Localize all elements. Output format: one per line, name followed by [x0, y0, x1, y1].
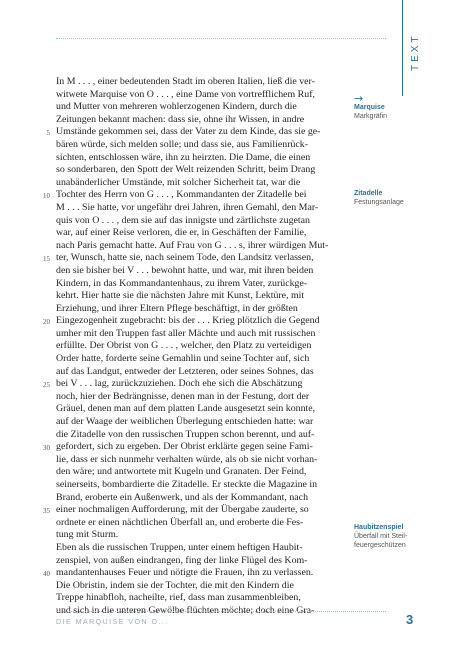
margin-note-gloss: Festungsanlage	[354, 199, 404, 206]
text-line: Eingezogenheit zugebracht: bis der . . . Krieg plötzlich die Gegend	[56, 315, 320, 327]
text-line: kehrt. Hier hatte sie die nächsten Jahre mit Kunst, Lektüre, mit	[56, 290, 305, 302]
line-number: 30	[43, 444, 50, 453]
margin-note-gloss: Markgräfin	[354, 113, 388, 120]
text-line: Umstände gekommen sei, dass der Vater zu dem Kinde, das sie ge-	[56, 126, 321, 138]
text-line: gefordert, sich zu ergeben. Der Obrist erklärte gegen seine Fami-	[56, 441, 313, 453]
text-line: ordnete er einen nächtlichen Überfall an, und eroberte die Fes-	[56, 516, 304, 528]
text-line: so sonderbaren, den Spott der Welt reizenden Schritt, beim Drang	[56, 164, 316, 176]
text-line: umher mit den Truppen fast aller Mächte und auch mit russischen	[56, 327, 316, 339]
text-line: ter, Wunsch, hatte sie, nach seinem Tode, den Landsitz verlassen,	[56, 252, 314, 264]
text-line: In M . . . , einer bedeutenden Stadt im oberen Italien, ließ die ver-	[56, 76, 315, 87]
text-line: Eben als die russischen Truppen, unter einem heftigen Haubit-	[56, 541, 303, 553]
text-line: erfüllte. Der Obrist von G . . . , welcher, den Platz zu verteidigen	[56, 340, 312, 352]
margin-note-haubitzenspiel	[354, 523, 444, 550]
text-line: und sich in die unteren Gewölbe flüchten möchte; doch eine Gra-	[56, 604, 315, 616]
text-line: und Mutter von mehreren wohlerzogenen Kindern, durch die	[56, 101, 297, 113]
line-number: 5	[46, 129, 50, 138]
text-line: bären würde, sich melden solle; und dass sie, aus Familienrück-	[56, 138, 309, 150]
line-number: 10	[43, 192, 50, 201]
text-line: Treppe hinabfloh, nacheilte, rief, dass man zusammenbleiben,	[56, 592, 301, 604]
margin-note-marquise	[354, 103, 444, 121]
margin-note-term: Zitadelle	[354, 190, 383, 197]
line-number: 15	[43, 255, 50, 264]
text-line: Zeitungen bekannt machen: dass sie, ohne ihr Wissen, in andre	[56, 113, 305, 125]
text-line: die Zitadelle von den russischen Truppen schon berennt, und auf-	[56, 428, 315, 440]
line-number: 35	[43, 507, 50, 516]
margin-note-term: Haubitzenspiel	[354, 524, 404, 531]
text-line: witwete Marquise von O . . . , eine Dame von vortrefflichem Ruf,	[56, 88, 315, 100]
text-line: den wäre; und antwortete mit Kugeln und Granaten. Der Feind,	[56, 466, 307, 478]
text-line: noch, hier der Bedrängnisse, denen man in der Festung, dort der	[56, 390, 310, 402]
text-line: Brand, eroberte ein Außenwerk, und als der Kommandant, nach	[56, 491, 309, 503]
text-line: sichten, entschlossen wäre, ihn zu heirzten. Die Dame, die einen	[56, 151, 311, 163]
text-line: seinerseits, bombardierte die Zitadelle. Er steckte die Magazine in	[56, 479, 318, 490]
text-line: zenspiel, von außen eindrangen, fing der linke Flügel des Kom-	[56, 554, 308, 566]
text-line: einer nochmaligen Aufforderung, mit der Übergabe zauderte, so	[56, 504, 309, 516]
margin-note-gloss: Überfall mit Steil-feuergeschützen	[354, 533, 408, 549]
text-line: quis von O . . . , dem sie auf das innigste und zärtlichste zugetan	[56, 214, 310, 226]
tab-marker-line	[402, 0, 403, 96]
text-line: M . . . Sie hatte, vor ungefähr drei Jahren, ihren Gemahl, den Mar-	[56, 201, 319, 213]
text-line: nach Paris gemacht hatte. Auf Frau von G . . . s, ihrer würdigen Mut-	[56, 239, 329, 251]
margin-note-term: Marquise	[354, 104, 385, 111]
text-line: Order hatte, forderte seine Gemahlin und seine Tochter auf, sich	[56, 353, 310, 365]
text-line: den sie bisher bei V . . . bewohnt hatte, und war, mit ihren beiden	[56, 264, 314, 276]
top-divider	[56, 38, 386, 39]
text-line: war, auf einer Reise verloren, die er, in Geschäften der Familie,	[56, 227, 307, 239]
text-line: Kindern, in das Kommandantenhaus, zu ihrem Vater, zurückge-	[56, 277, 308, 289]
line-number: 25	[43, 381, 50, 390]
running-footer-title: DIE MARQUISE VON O...	[56, 619, 169, 626]
text-line: Erziehung, und ihrer Eltern Pflege beschäftigt, in der größten	[56, 302, 298, 314]
body-text	[56, 76, 334, 618]
margin-note-zitadelle	[354, 189, 444, 207]
text-line: Gräuel, denen man auf dem platten Lande ausgesetzt sein konnte,	[56, 403, 316, 415]
text-line: tung mit Sturm.	[56, 529, 119, 541]
line-number: 20	[43, 318, 50, 327]
text-line: auf das Landgut, entweder der Letzteren, oder seines Sohnes, das	[56, 365, 314, 377]
line-number: 40	[43, 570, 50, 579]
page-number: 3	[406, 612, 414, 627]
bottom-divider	[56, 611, 386, 612]
text-line: Tochter des Herrn von G . . . , Kommandanten der Zitadelle bei	[56, 189, 307, 201]
text-line: lie, dass er sich nunmehr verhalten würde, als ob sie nicht vorhan-	[56, 453, 318, 465]
text-line: Die Obristin, indem sie der Tochter, die mit den Kindern die	[56, 579, 294, 591]
text-line: unabänderlicher Umstände, mit solcher Sicherheit tat, war die	[56, 176, 301, 188]
text-line: auf der Waage der weiblichen Überlegung entschieden hatte: war	[56, 416, 314, 428]
section-tab-label[interactable]: TEXT	[410, 33, 421, 71]
text-line: bei V . . . lag, zurückzuziehen. Doch ehe sich die Abschätzung	[56, 378, 303, 390]
arrow-icon: →	[354, 92, 364, 105]
text-line: mandantenhauses Feuer und nötigte die Frauen, ihn zu verlassen.	[56, 567, 314, 579]
